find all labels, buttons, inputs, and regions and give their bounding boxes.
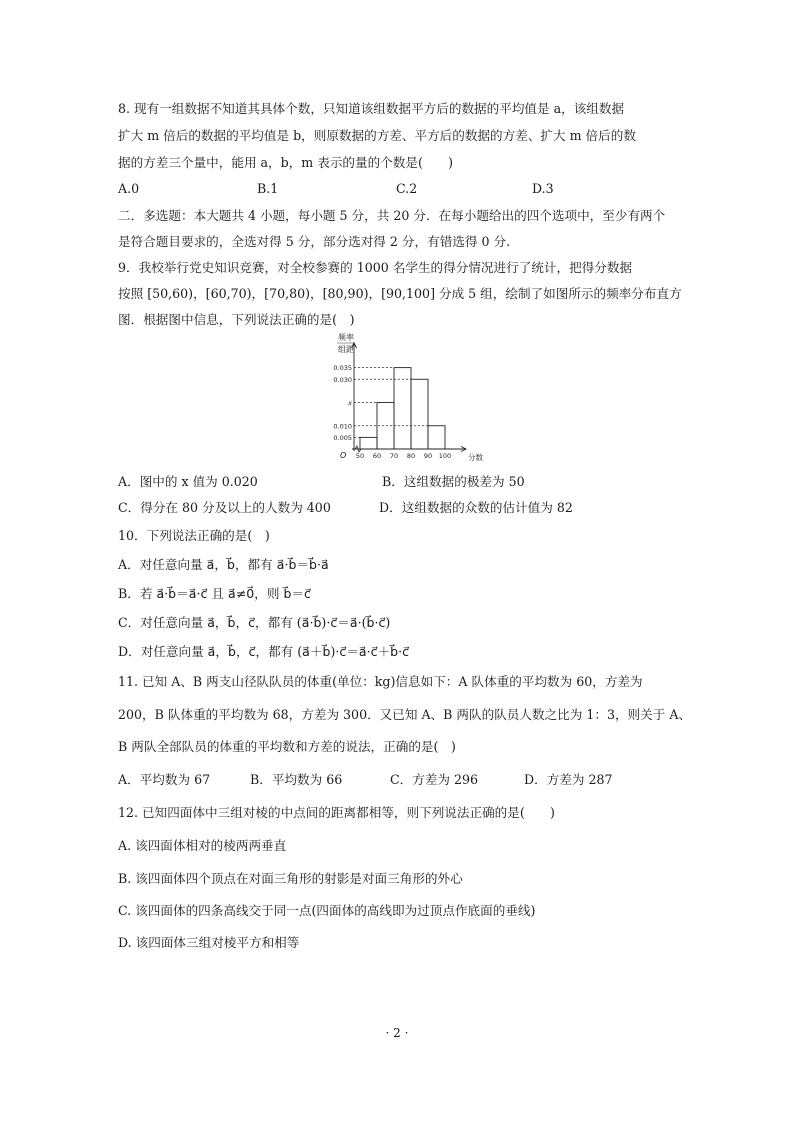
histogram-bar	[394, 368, 411, 449]
x-tick-label: 70	[389, 452, 399, 460]
y-tick-label: x	[348, 399, 352, 407]
q12-option-c: C. 该四面体的四条高线交于同一点(四面体的高线即为过顶点作底面的垂线)	[118, 903, 536, 918]
q12-option-b: B. 该四面体四个顶点在对面三角形的射影是对面三角形的外心	[118, 871, 463, 886]
q8-line-3: 据的方差三个量中，能用 a，b，m 表示的量的个数是( )	[118, 155, 454, 170]
q9-line-1: 9．我校举行党史知识竞赛，对全校参赛的 1000 名学生的得分情况进行了统计，把得分数据	[118, 260, 633, 275]
q11-option-a: A．平均数为 67	[118, 772, 211, 787]
page-number: · 2 ·	[385, 1026, 409, 1040]
q8-option-d: D.3	[532, 181, 554, 196]
y-tick-label: 0.035	[333, 364, 352, 373]
x-axis-label: 分数	[468, 453, 483, 462]
q11-option-d: D．方差为 287	[524, 772, 613, 787]
q10-option-d: D．对任意向量 a⃗，b⃗，c⃗，都有 (a⃗＋b⃗)·c⃗＝a⃗·c⃗＋b⃗·c⃗	[118, 644, 410, 659]
q10-title: 10．下列说法正确的是( )	[118, 528, 270, 543]
q8-line-1: 8. 现有一组数据不知道其具体个数，只知道该组数据平方后的数据的平均值是 a，该组数据	[118, 101, 625, 116]
y-axis-label-top: 频率	[338, 333, 354, 342]
frequency-histogram	[318, 332, 488, 462]
q12-option-d: D. 该四面体三组对棱平方和相等	[118, 935, 300, 950]
q9-option-a: A．图中的 x 值为 0.020	[118, 474, 258, 489]
q9-option-b: B．这组数据的极差为 50	[382, 474, 525, 489]
q11-line-2: 200，B 队体重的平均数为 68，方差为 300．又已知 A、B 两队的队员人数之比为 1：3，则关于 A、	[118, 707, 692, 722]
q9-line-3: 图．根据图中信息，下列说法正确的是( )	[118, 312, 355, 327]
q11-line-3: B 两队全部队员的体重的平均数和方差的说法，正确的是( )	[118, 739, 456, 754]
x-tick-label: 90	[423, 452, 433, 460]
q9-line-2: 按照 [50,60)，[60,70)，[70,80)，[80,90)，[90,100] 分成 5 组，绘制了如图所示的频率分布直方	[118, 286, 682, 301]
histogram-bar	[360, 437, 377, 449]
q9-option-c: C．得分在 80 分及以上的人数为 400	[118, 500, 331, 515]
y-axis-label-bottom: 组距	[338, 345, 354, 354]
q9-option-d: D．这组数据的众数的估计值为 82	[379, 500, 573, 515]
q11-option-b: B．平均数为 66	[250, 772, 343, 787]
x-tick-label: 50	[355, 452, 365, 460]
x-tick-label: 60	[372, 452, 382, 460]
q8-option-c: C.2	[396, 181, 418, 196]
y-tick-label: 0.030	[333, 375, 352, 384]
y-tick-label: 0.005	[333, 433, 352, 442]
x-tick-label: 100	[438, 452, 452, 460]
q8-option-a: A.0	[118, 181, 140, 196]
q11-option-c: C．方差为 296	[390, 772, 479, 787]
histogram-bar	[428, 426, 445, 449]
q10-option-c: C．对任意向量 a⃗，b⃗，c⃗，都有 (a⃗·b⃗)·c⃗＝a⃗·(b⃗·c⃗)	[118, 615, 391, 630]
y-tick-label: 0.010	[333, 422, 352, 431]
q12-title: 12. 已知四面体中三组对棱的中点间的距离都相等，则下列说法正确的是( )	[118, 805, 555, 820]
origin-label: O	[340, 451, 347, 460]
section2-line-2: 是符合题目要求的，全选对得 5 分，部分选对得 2 分，有错选得 0 分.	[118, 234, 511, 249]
section2-line-1: 二．多选题：本大题共 4 小题，每小题 5 分，共 20 分．在每小题给出的四个选项中，至少有两个	[118, 208, 666, 223]
histogram-bar	[411, 379, 428, 449]
q11-line-1: 11. 已知 A、B 两支山径队队员的体重(单位：kg)信息如下：A 队体重的平均数为 60，方差为	[118, 674, 643, 689]
q10-option-a: A．对任意向量 a⃗，b⃗，都有 a⃗·b⃗＝b⃗·a⃗	[118, 557, 329, 572]
q8-option-b: B.1	[257, 181, 279, 196]
q10-option-b: B．若 a⃗·b⃗＝a⃗·c⃗ 且 a⃗≠0⃗，则 b⃗＝c⃗	[118, 586, 311, 601]
q12-option-a: A. 该四面体相对的棱两两垂直	[118, 838, 287, 853]
q8-line-2: 扩大 m 倍后的数据的平均值是 b，则原数据的方差、平方后的数据的方差、扩大 m 倍后的数	[118, 128, 636, 143]
x-tick-label: 80	[406, 452, 416, 460]
